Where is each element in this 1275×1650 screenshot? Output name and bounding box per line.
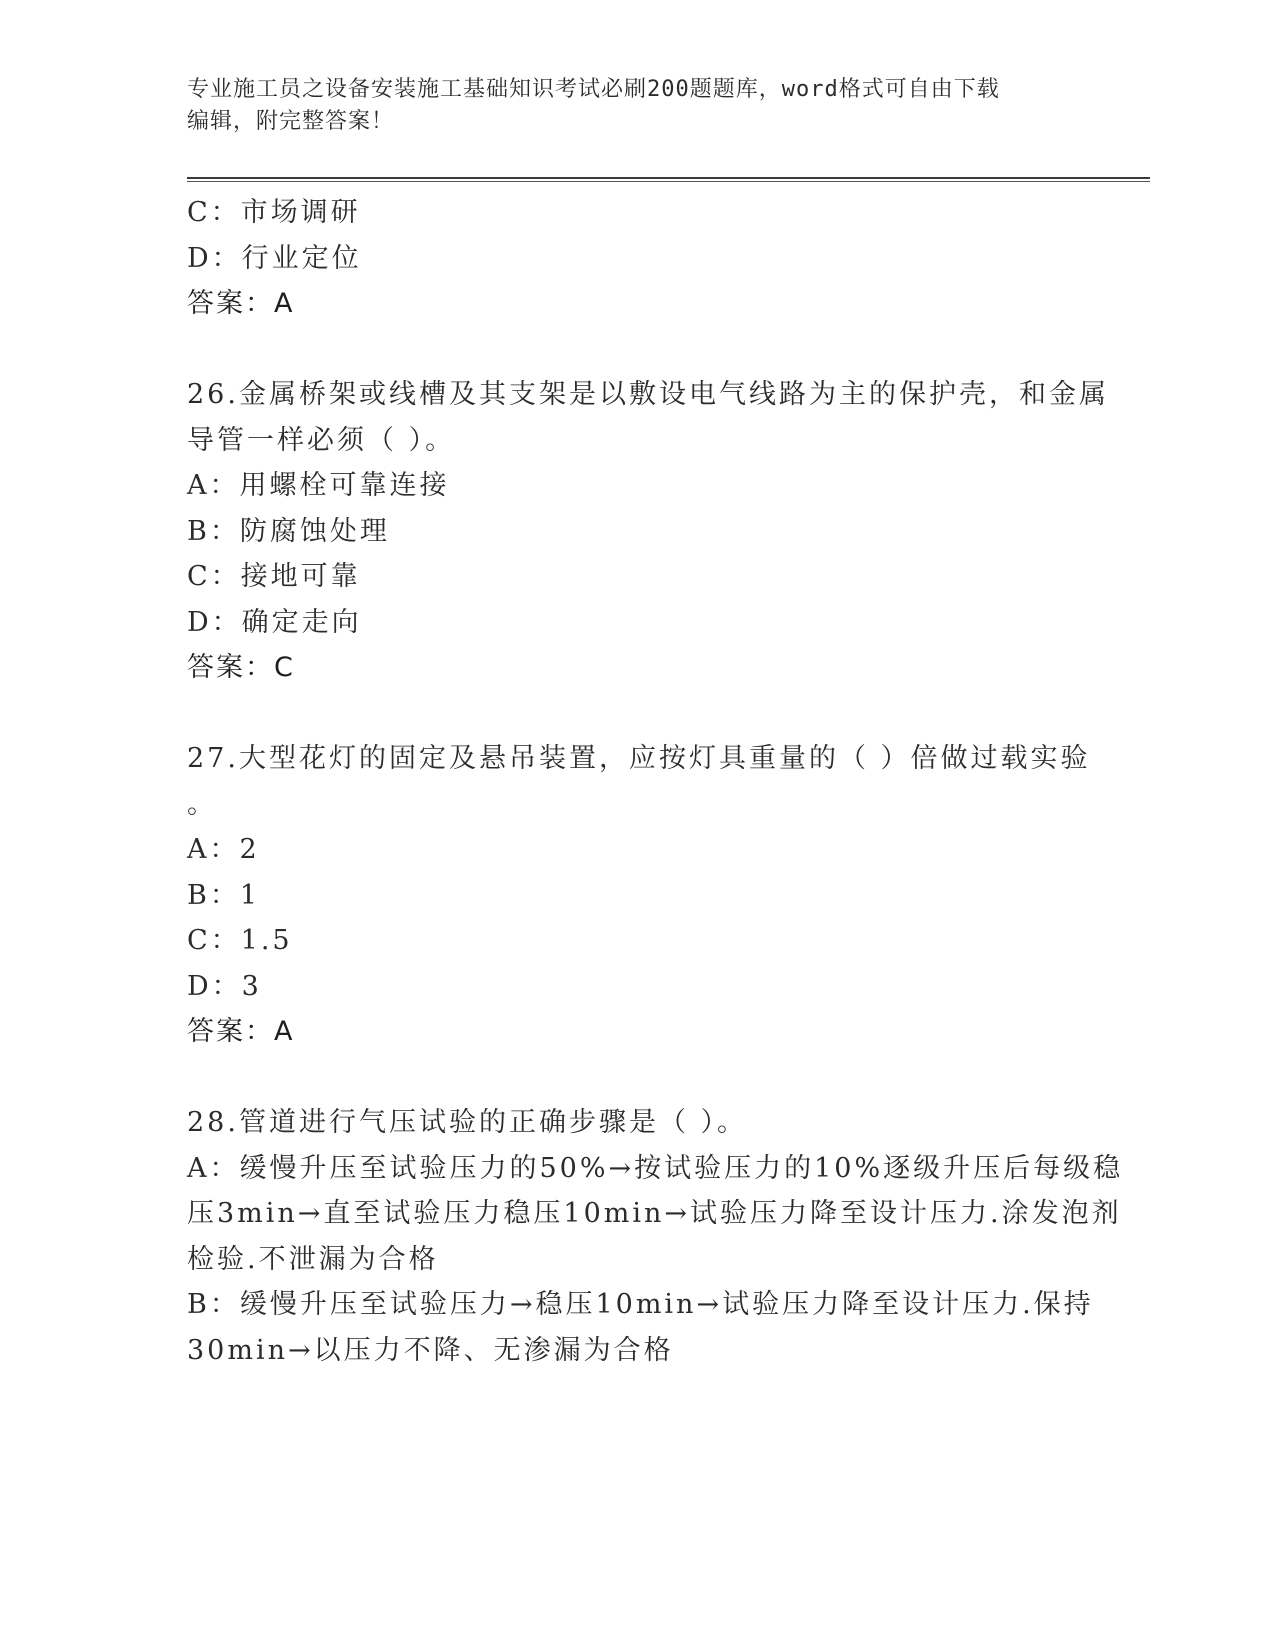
q25-option-c: C：市场调研 xyxy=(187,197,361,228)
q26-option-b: B：防腐蚀处理 xyxy=(187,515,390,547)
q27-answer: 答案：A xyxy=(187,1016,295,1047)
spacer xyxy=(187,1055,1087,1101)
q25-option-d: D：行业定位 xyxy=(187,242,362,274)
q27-option-b: B：1 xyxy=(187,879,261,911)
q28-option-a-line-1: A：缓慢升压至试验压力的50%→按试验压力的10%逐级升压后每级稳 xyxy=(187,1152,1124,1184)
header-divider-thick xyxy=(187,177,1150,179)
q26-stem-line-1: 26.金属桥架或线槽及其支架是以敷设电气线路为主的保护壳，和金属 xyxy=(187,379,1109,410)
q25-answer: 答案：A xyxy=(187,288,295,319)
q26-option-d: D：确定走向 xyxy=(187,606,362,638)
q26-option-a: A：用螺栓可靠连接 xyxy=(187,470,450,501)
q27-option-a: A：2 xyxy=(187,834,260,865)
q28-option-a-line-3: 检验.不泄漏为合格 xyxy=(187,1243,439,1275)
document-header xyxy=(187,74,1087,138)
q28-option-b-line-2: 30min→以压力不降、无渗漏为合格 xyxy=(187,1334,674,1366)
spacer xyxy=(187,327,1087,373)
question-27 xyxy=(187,736,1091,1055)
q27-stem-line-1: 27.大型花灯的固定及悬吊装置，应按灯具重量的（ ）倍做过载实验 xyxy=(187,743,1091,774)
q28-stem: 28.管道进行气压试验的正确步骤是（ ）。 xyxy=(187,1107,748,1138)
q26-answer: 答案：C xyxy=(187,652,295,683)
q28-option-a-line-2: 压3min→直至试验压力稳压10min→试验压力降至设计压力.涂发泡剂 xyxy=(187,1198,1122,1229)
question-list xyxy=(187,190,1124,1373)
q28-option-b-line-1: B：缓慢升压至试验压力→稳压10min→试验压力降至设计压力.保持 xyxy=(187,1289,1094,1320)
spacer xyxy=(187,691,1087,737)
question-26 xyxy=(187,372,1109,691)
q26-stem-line-2: 导管一样必须（ ）。 xyxy=(187,424,456,456)
q27-stem-line-2: 。 xyxy=(187,788,217,820)
q26-option-c: C：接地可靠 xyxy=(187,561,361,592)
q27-option-d: D：3 xyxy=(187,970,262,1002)
question-25 xyxy=(187,190,1087,327)
question-28 xyxy=(187,1100,1124,1373)
header-divider-thin xyxy=(187,181,1150,182)
header-title-line-1: 专业施工员之设备安装施工基础知识考试必刷200题题库，word格式可自由下载 xyxy=(187,77,1000,102)
q27-option-c: C：1.5 xyxy=(187,925,293,956)
header-title-line-2: 编辑，附完整答案！ xyxy=(187,109,395,134)
